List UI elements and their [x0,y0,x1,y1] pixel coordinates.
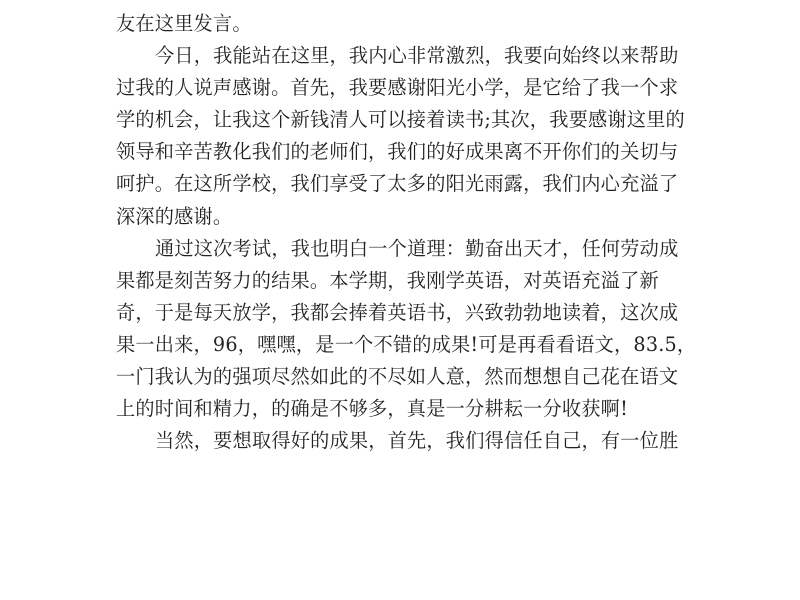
paragraph-line: 呵护。在这所学校，我们享受了太多的阳光雨露，我们内心充溢了 [116,172,679,196]
paragraph-line: 当然，要想取得好的成果，首先，我们得信任自己，有一位胜 [155,429,679,453]
speech-text-block [116,8,697,457]
paragraph-line: 今日，我能站在这里，我内心非常激烈，我要向始终以来帮助 [155,44,679,68]
paragraph-line: 上的时间和精力，的确是不够多，真是一分耕耘一分收获啊! [116,397,628,421]
paragraph-line: 一门我认为的强项尽然如此的不尽如人意，然而想想自己花在语文 [116,365,679,389]
paragraph-line: 通过这次考试，我也明白一个道理：勤奋出天才，任何劳动成 [155,236,679,260]
paragraph-line: 过我的人说声感谢。首先，我要感谢阳光小学，是它给了我一个求 [116,76,679,100]
paragraph-line: 深深的感谢。 [116,204,233,228]
paragraph-line: 学的机会，让我这个新钱清人可以接着读书;其次，我要感谢这里的 [116,108,685,132]
paragraph-line: 奇，于是每天放学，我都会捧着英语书，兴致勃勃地读着，这次成 [116,300,679,324]
paragraph-line: 领导和辛苦教化我们的老师们，我们的好成果离不开你们的关切与 [116,140,679,164]
paragraph-line: 友在这里发言。 [116,12,252,35]
paragraph-line: 果都是刻苦努力的结果。本学期，我刚学英语，对英语充溢了新 [116,268,659,292]
paragraph-line: 果一出来，96，嘿嘿，是一个不错的成果!可是再看看语文，83.5， [116,332,697,356]
